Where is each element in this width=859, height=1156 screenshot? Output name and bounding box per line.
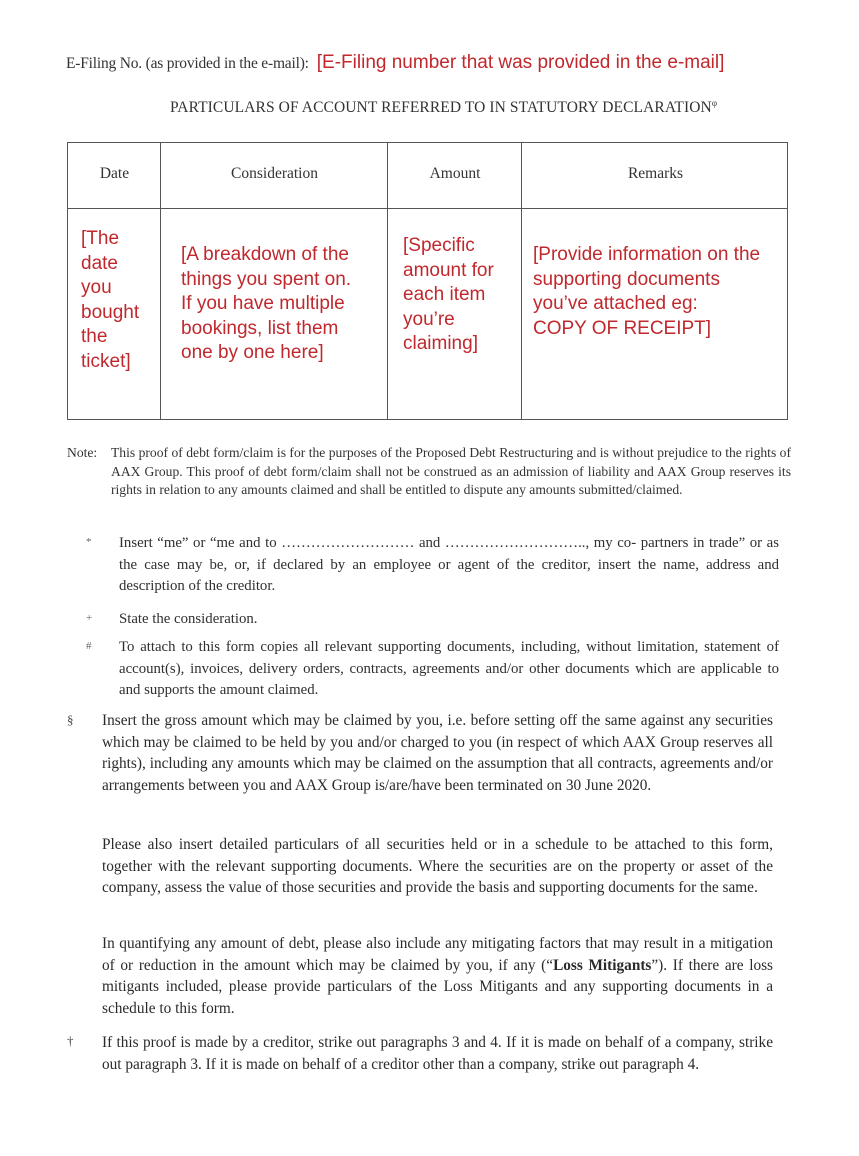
cell-amount[interactable]: [Specific amount for each item you’re claiming]	[403, 235, 494, 354]
column-divider	[387, 143, 388, 419]
cell-consideration[interactable]: [A breakdown of the things you spent on. If you have multiple bookings, list them one by one here]	[181, 244, 352, 363]
footnote-hash: To attach to this form copies all relevant supporting documents, including, without limitation, statement of account(s), invoices, delivery orders, contracts, agreements and/or other documents which are applicable to and supports the amount claimed.	[119, 639, 779, 698]
note-block	[67, 444, 791, 500]
footnote-plus: State the consideration.	[119, 611, 258, 627]
cell-date[interactable]: [The date you bought the ticket]	[81, 228, 140, 372]
footnote-plus-symbol: +	[86, 612, 93, 624]
section-paragraph-3: In quantifying any amount of debt, please also include any mitigating factors that may result in a mitigation of or reduction in the amount which may be claimed by you, if any (“Loss Mitigants”). If there are loss mitigants included, please provide particulars of the Loss Mitigants and any supporting documents in a schedule to this form.	[102, 935, 773, 1017]
efiling-line	[66, 52, 724, 74]
dagger-symbol: †	[67, 1033, 74, 1048]
note-text: This proof of debt form/claim is for the purposes of the Proposed Debt Restructuring and is without prejudice to the rights of AAX Group. This proof of debt form/claim shall not be construed as an admission of liability and AAX Group reserves its rights in relation to any amounts claimed and shall be entitled to dispute any amounts submitted/claimed.	[111, 445, 791, 498]
column-divider	[521, 143, 522, 419]
column-header-amount: Amount	[429, 165, 481, 182]
column-header-remarks: Remarks	[627, 165, 684, 182]
section-symbol: §	[67, 712, 74, 727]
cell-remarks[interactable]: [Provide information on the supporting documents you’ve attached eg: COPY OF RECEIPT]	[533, 244, 761, 339]
section-paragraph-2: Please also insert detailed particulars of all securities held or in a schedule to be attached to this form, together with the relevant supporting documents. Where the securities are on the property or asset of the company, assess the value of those securities and provide the basis and supporting documents for the same.	[102, 836, 773, 896]
title-superscript: φ	[711, 98, 718, 108]
section-paragraph-1: Insert the gross amount which may be claimed by you, i.e. before setting off the same against any securities which may be claimed to be held by you and/or charged to you (in respect of which AAX Group reserves all rights), including any amounts which may be claimed on the assumption that all contracts, agreements and/or arrangements between you and AAX Group is/are/have been terminated on 30 June 2020.	[102, 712, 773, 794]
particulars-table	[67, 142, 788, 420]
column-header-date: Date	[99, 165, 130, 182]
dagger-paragraph: If this proof is made by a creditor, strike out paragraphs 3 and 4. If it is made on behalf of a company, strike out paragraph 3. If it is made on behalf of a creditor other than a company, strike out paragraph 4.	[102, 1034, 773, 1073]
table-header-row	[68, 143, 787, 209]
note-label: Note:	[67, 445, 98, 460]
page-title	[170, 98, 717, 117]
loss-mitigants-term: Loss Mitigants	[553, 956, 652, 974]
title-text: PARTICULARS OF ACCOUNT REFERRED TO IN STATUTORY DECLARATION	[170, 99, 712, 116]
footnote-asterisk-symbol: *	[86, 536, 92, 548]
column-header-consideration: Consideration	[231, 165, 318, 182]
footnote-asterisk: Insert “me” or “me and to ……………………… and ……………………….., my co- partners in trade” or as the case may be, or, if declared by an employee or agent of the creditor, insert the name, address and description of the creditor.	[119, 535, 779, 594]
efiling-value-placeholder[interactable]: [E-Filing number that was provided in the e-mail]	[316, 52, 725, 73]
efiling-label: E-Filing No. (as provided in the e-mail):	[66, 55, 309, 72]
column-divider	[160, 143, 161, 419]
footnote-hash-symbol: #	[86, 640, 92, 652]
